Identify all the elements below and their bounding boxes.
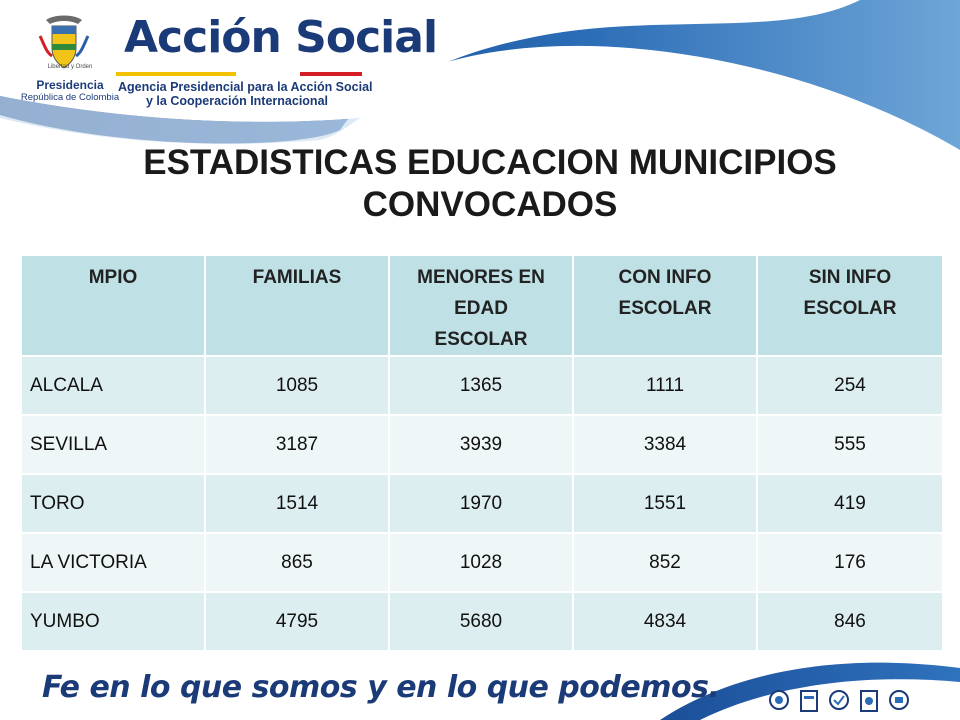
header-menores-line1: MENORES EN <box>417 267 545 288</box>
presidencia-motto: Libertad y Orden <box>47 64 93 70</box>
cell-con-info: 1111 <box>573 356 757 415</box>
cell-menores: 5680 <box>389 592 573 651</box>
presidencia-country: República de Colombia <box>20 92 120 103</box>
header-menores-line2: EDAD <box>454 298 508 319</box>
cell-mpio: TORO <box>21 474 205 533</box>
cell-con-info: 852 <box>573 533 757 592</box>
header-sin-info-line1: SIN INFO <box>808 267 892 288</box>
cell-familias: 1085 <box>205 356 389 415</box>
cell-sin-info: 176 <box>757 533 943 592</box>
cell-mpio: ALCALA <box>21 356 205 415</box>
presidencia-name: Presidencia <box>36 78 104 92</box>
header-menores-line3: ESCOLAR <box>434 329 528 350</box>
header-con-info-line2: ESCOLAR <box>618 298 712 319</box>
header-mpio: MPIO <box>21 255 205 356</box>
cell-mpio: SEVILLA <box>21 415 205 474</box>
header-familias: FAMILIAS <box>205 255 389 356</box>
cell-menores: 1970 <box>389 474 573 533</box>
certification-seal-icon <box>768 688 790 718</box>
header-con-info <box>573 255 757 356</box>
table-row <box>21 474 943 533</box>
table-header-row <box>21 255 943 356</box>
cell-familias: 3187 <box>205 415 389 474</box>
cell-mpio: LA VICTORIA <box>21 533 205 592</box>
header-menores <box>389 255 573 356</box>
footer-slogan: Fe en lo que somos y en lo que podemos. <box>42 670 720 705</box>
cell-menores: 3939 <box>389 415 573 474</box>
cell-familias: 865 <box>205 533 389 592</box>
cell-menores: 1028 <box>389 533 573 592</box>
slide-title-line2: CONVOCADOS <box>362 185 618 224</box>
certification-logos <box>768 688 948 718</box>
brand-accent-yellow <box>116 72 236 76</box>
statistics-table <box>20 254 944 652</box>
brand-subtitle-line1: Agencia Presidencial para la Acción Social <box>118 80 373 94</box>
cell-familias: 4795 <box>205 592 389 651</box>
table-row <box>21 356 943 415</box>
brand-accent-red <box>300 72 362 76</box>
header-con-info-line1: CON INFO <box>618 267 712 288</box>
cell-sin-info: 846 <box>757 592 943 651</box>
cell-con-info: 3384 <box>573 415 757 474</box>
cell-familias: 1514 <box>205 474 389 533</box>
cell-sin-info: 555 <box>757 415 943 474</box>
brand-title: Acción Social <box>124 12 438 63</box>
cell-sin-info: 254 <box>757 356 943 415</box>
brand-subtitle-line2: y la Cooperación Internacional <box>146 94 328 108</box>
table-row <box>21 415 943 474</box>
slide-title-line1: ESTADISTICAS EDUCACION MUNICIPIOS <box>143 143 837 182</box>
certification-seal-icon <box>858 688 880 718</box>
cell-con-info: 1551 <box>573 474 757 533</box>
certification-seal-icon <box>888 688 910 718</box>
cell-con-info: 4834 <box>573 592 757 651</box>
certification-seal-icon <box>828 688 850 718</box>
certification-seal-icon <box>798 688 820 718</box>
cell-menores: 1365 <box>389 356 573 415</box>
header-sin-info <box>757 255 943 356</box>
table-row <box>21 533 943 592</box>
cell-mpio: YUMBO <box>21 592 205 651</box>
slide-title <box>80 142 900 226</box>
cell-sin-info: 419 <box>757 474 943 533</box>
header-sin-info-line2: ESCOLAR <box>803 298 897 319</box>
